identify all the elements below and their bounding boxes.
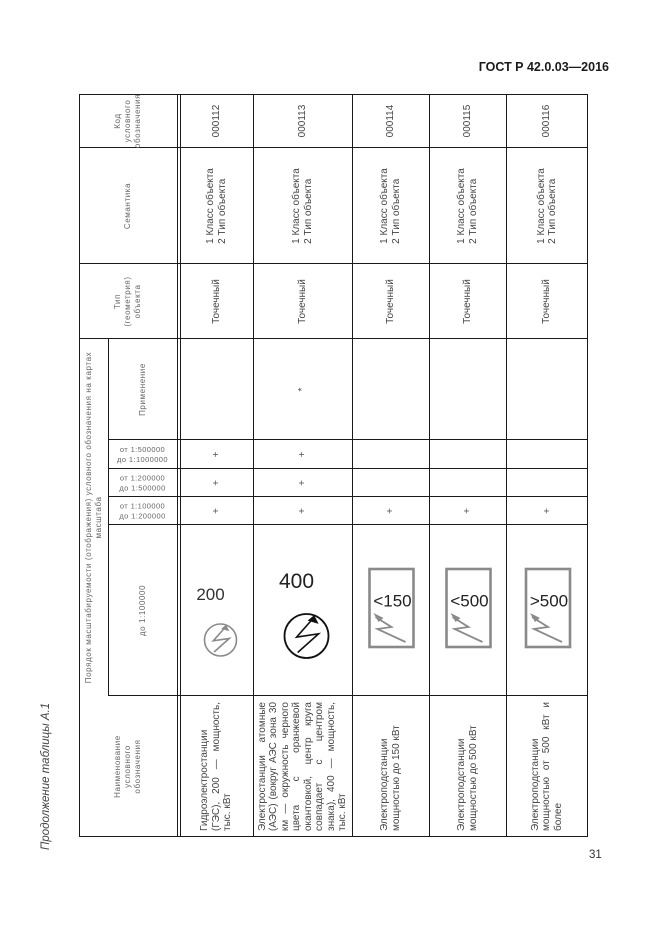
row-semantics-list bbox=[379, 168, 402, 244]
row-symbol-cell bbox=[180, 525, 253, 696]
row-scale-mark-3 bbox=[506, 440, 588, 469]
row-symbol-cell bbox=[253, 525, 352, 696]
page-number: 31 bbox=[589, 849, 602, 861]
row-scale-mark-1: + bbox=[211, 508, 222, 514]
row-symbol-cell bbox=[352, 525, 429, 696]
row-scale-mark-1: + bbox=[541, 508, 553, 514]
row-note bbox=[180, 339, 253, 440]
semantics-item: 1 Класс объекта bbox=[291, 168, 302, 244]
row-semantics bbox=[180, 148, 253, 264]
header-code: Код условного обозначения bbox=[113, 93, 142, 149]
row-note: * bbox=[297, 387, 308, 392]
header-scale-col-1-wrap bbox=[108, 497, 177, 525]
row-scale-mark-1: + bbox=[297, 508, 308, 514]
symbols-table bbox=[79, 94, 588, 837]
row-semantics bbox=[506, 148, 588, 264]
row-symbol-cell bbox=[429, 525, 506, 696]
header-scale-col-3-wrap bbox=[108, 440, 177, 469]
svg-text:>500: >500 bbox=[529, 591, 569, 611]
row-scale-mark-3: + bbox=[211, 451, 222, 458]
semantics-item: 2 Тип объекта bbox=[302, 178, 314, 244]
semantics-item: 2 Тип объекта bbox=[216, 178, 228, 244]
row-name: Электроподстанции мощностью от 500 кВт и более bbox=[529, 702, 564, 831]
svg-text:200: 200 bbox=[196, 585, 225, 604]
row-code: 000116 bbox=[541, 104, 553, 138]
row-scale-mark-2: + bbox=[211, 480, 222, 486]
header-scale-col-1-to: до 1:200000 bbox=[119, 510, 166, 520]
row-geometry: Точечный bbox=[541, 279, 553, 324]
svg-text:<500: <500 bbox=[450, 591, 489, 611]
row-geometry: Точечный bbox=[384, 279, 396, 324]
row-symbol-cell bbox=[506, 525, 588, 696]
header-note: Применение bbox=[137, 363, 147, 416]
row-semantics-list bbox=[536, 168, 559, 244]
row-geometry: Точечный bbox=[461, 279, 473, 324]
row-name: Электростанции атомные (АЭС) (вокруг АЭС зона 30 км — окружность черного цвета с оранжевой окантовкой, центр круга совпадает с центром знака), 400 — мощность, тыс. кВт bbox=[256, 702, 348, 831]
row-scale-mark-2 bbox=[429, 469, 506, 497]
power-plant-symbol-icon bbox=[180, 525, 253, 696]
row-scale-mark-2: + bbox=[297, 480, 308, 486]
row-semantics bbox=[352, 148, 429, 264]
row-name: Гидроэлектростанции (ГЭС), 200 — мощность, тыс. кВт bbox=[199, 702, 234, 831]
semantics-item: 1 Класс объекта bbox=[379, 168, 390, 244]
row-sep-header-1 bbox=[177, 94, 178, 837]
row-semantics-list bbox=[456, 168, 479, 244]
header-scale-col-2-wrap bbox=[108, 469, 177, 497]
header-scale-col-2-to: до 1:500000 bbox=[119, 482, 166, 492]
substation-symbol-icon bbox=[429, 525, 506, 696]
row-code: 000112 bbox=[210, 104, 222, 138]
svg-text:<150: <150 bbox=[373, 591, 412, 611]
header-scale-col-2 bbox=[119, 473, 165, 492]
semantics-item: 2 Тип объекта bbox=[390, 178, 402, 244]
row-scale-mark-3 bbox=[352, 440, 429, 469]
row-geometry: Точечный bbox=[210, 279, 222, 324]
header-scale-col-3-to: до 1:1000000 bbox=[117, 454, 168, 464]
row-scale-mark-3: + bbox=[297, 451, 308, 458]
row-scale-mark-1: + bbox=[462, 508, 473, 514]
substation-symbol-icon bbox=[506, 525, 588, 696]
header-scale-col-0: до 1:100000 bbox=[137, 584, 147, 637]
row-note bbox=[506, 339, 588, 440]
row-semantics-list bbox=[205, 168, 228, 244]
table-caption: Продолжение таблицы А.1 bbox=[40, 702, 52, 850]
row-scale-mark-3 bbox=[429, 440, 506, 469]
row-note bbox=[352, 339, 429, 440]
row-scale-mark-2 bbox=[506, 469, 588, 497]
row-semantics bbox=[253, 148, 352, 264]
row-semantics bbox=[429, 148, 506, 264]
row-geometry: Точечный bbox=[296, 279, 308, 324]
header-scale-col-2-from: от 1:200000 bbox=[119, 473, 166, 483]
header-name: Наименование условного обозначения bbox=[113, 735, 142, 798]
row-name: Электроподстанции мощностью до 150 кВт bbox=[379, 725, 402, 831]
semantics-item: 1 Класс объекта bbox=[535, 168, 547, 244]
row-note bbox=[429, 339, 506, 440]
row-scale-mark-1: + bbox=[385, 508, 396, 514]
caption-container bbox=[36, 700, 56, 850]
header-scale-col-3-from: от 1:500000 bbox=[119, 444, 166, 454]
semantics-item: 2 Тип объекта bbox=[547, 178, 558, 244]
row-semantics-list bbox=[291, 168, 314, 244]
semantics-item: 1 Класс объекта bbox=[205, 168, 216, 244]
row-scale-mark-2 bbox=[352, 469, 429, 497]
header-scale-col-1 bbox=[119, 501, 165, 520]
header-geometry: Тип (геометрия) объекта bbox=[113, 276, 142, 327]
row-code: 000113 bbox=[296, 104, 308, 138]
row-name: Электроподстанции мощностью до 500 кВт bbox=[456, 725, 479, 831]
substation-symbol-icon bbox=[352, 525, 429, 696]
semantics-item: 1 Класс объекта bbox=[456, 168, 467, 244]
header-semantics: Семантика bbox=[123, 182, 132, 230]
svg-text:400: 400 bbox=[278, 570, 315, 593]
row-code: 000115 bbox=[461, 104, 473, 138]
power-plant-symbol-icon bbox=[253, 525, 352, 696]
standard-header: ГОСТ Р 42.0.03—2016 bbox=[478, 60, 609, 74]
row-code: 000114 bbox=[384, 104, 396, 138]
header-scale-group: Порядок масштабируемости (отображения) условного обозначения на картах масштаба bbox=[83, 351, 103, 684]
header-scale-col-1-from: от 1:100000 bbox=[119, 501, 166, 511]
header-scale-col-3 bbox=[117, 445, 168, 464]
semantics-item: 2 Тип объекта bbox=[467, 178, 479, 244]
